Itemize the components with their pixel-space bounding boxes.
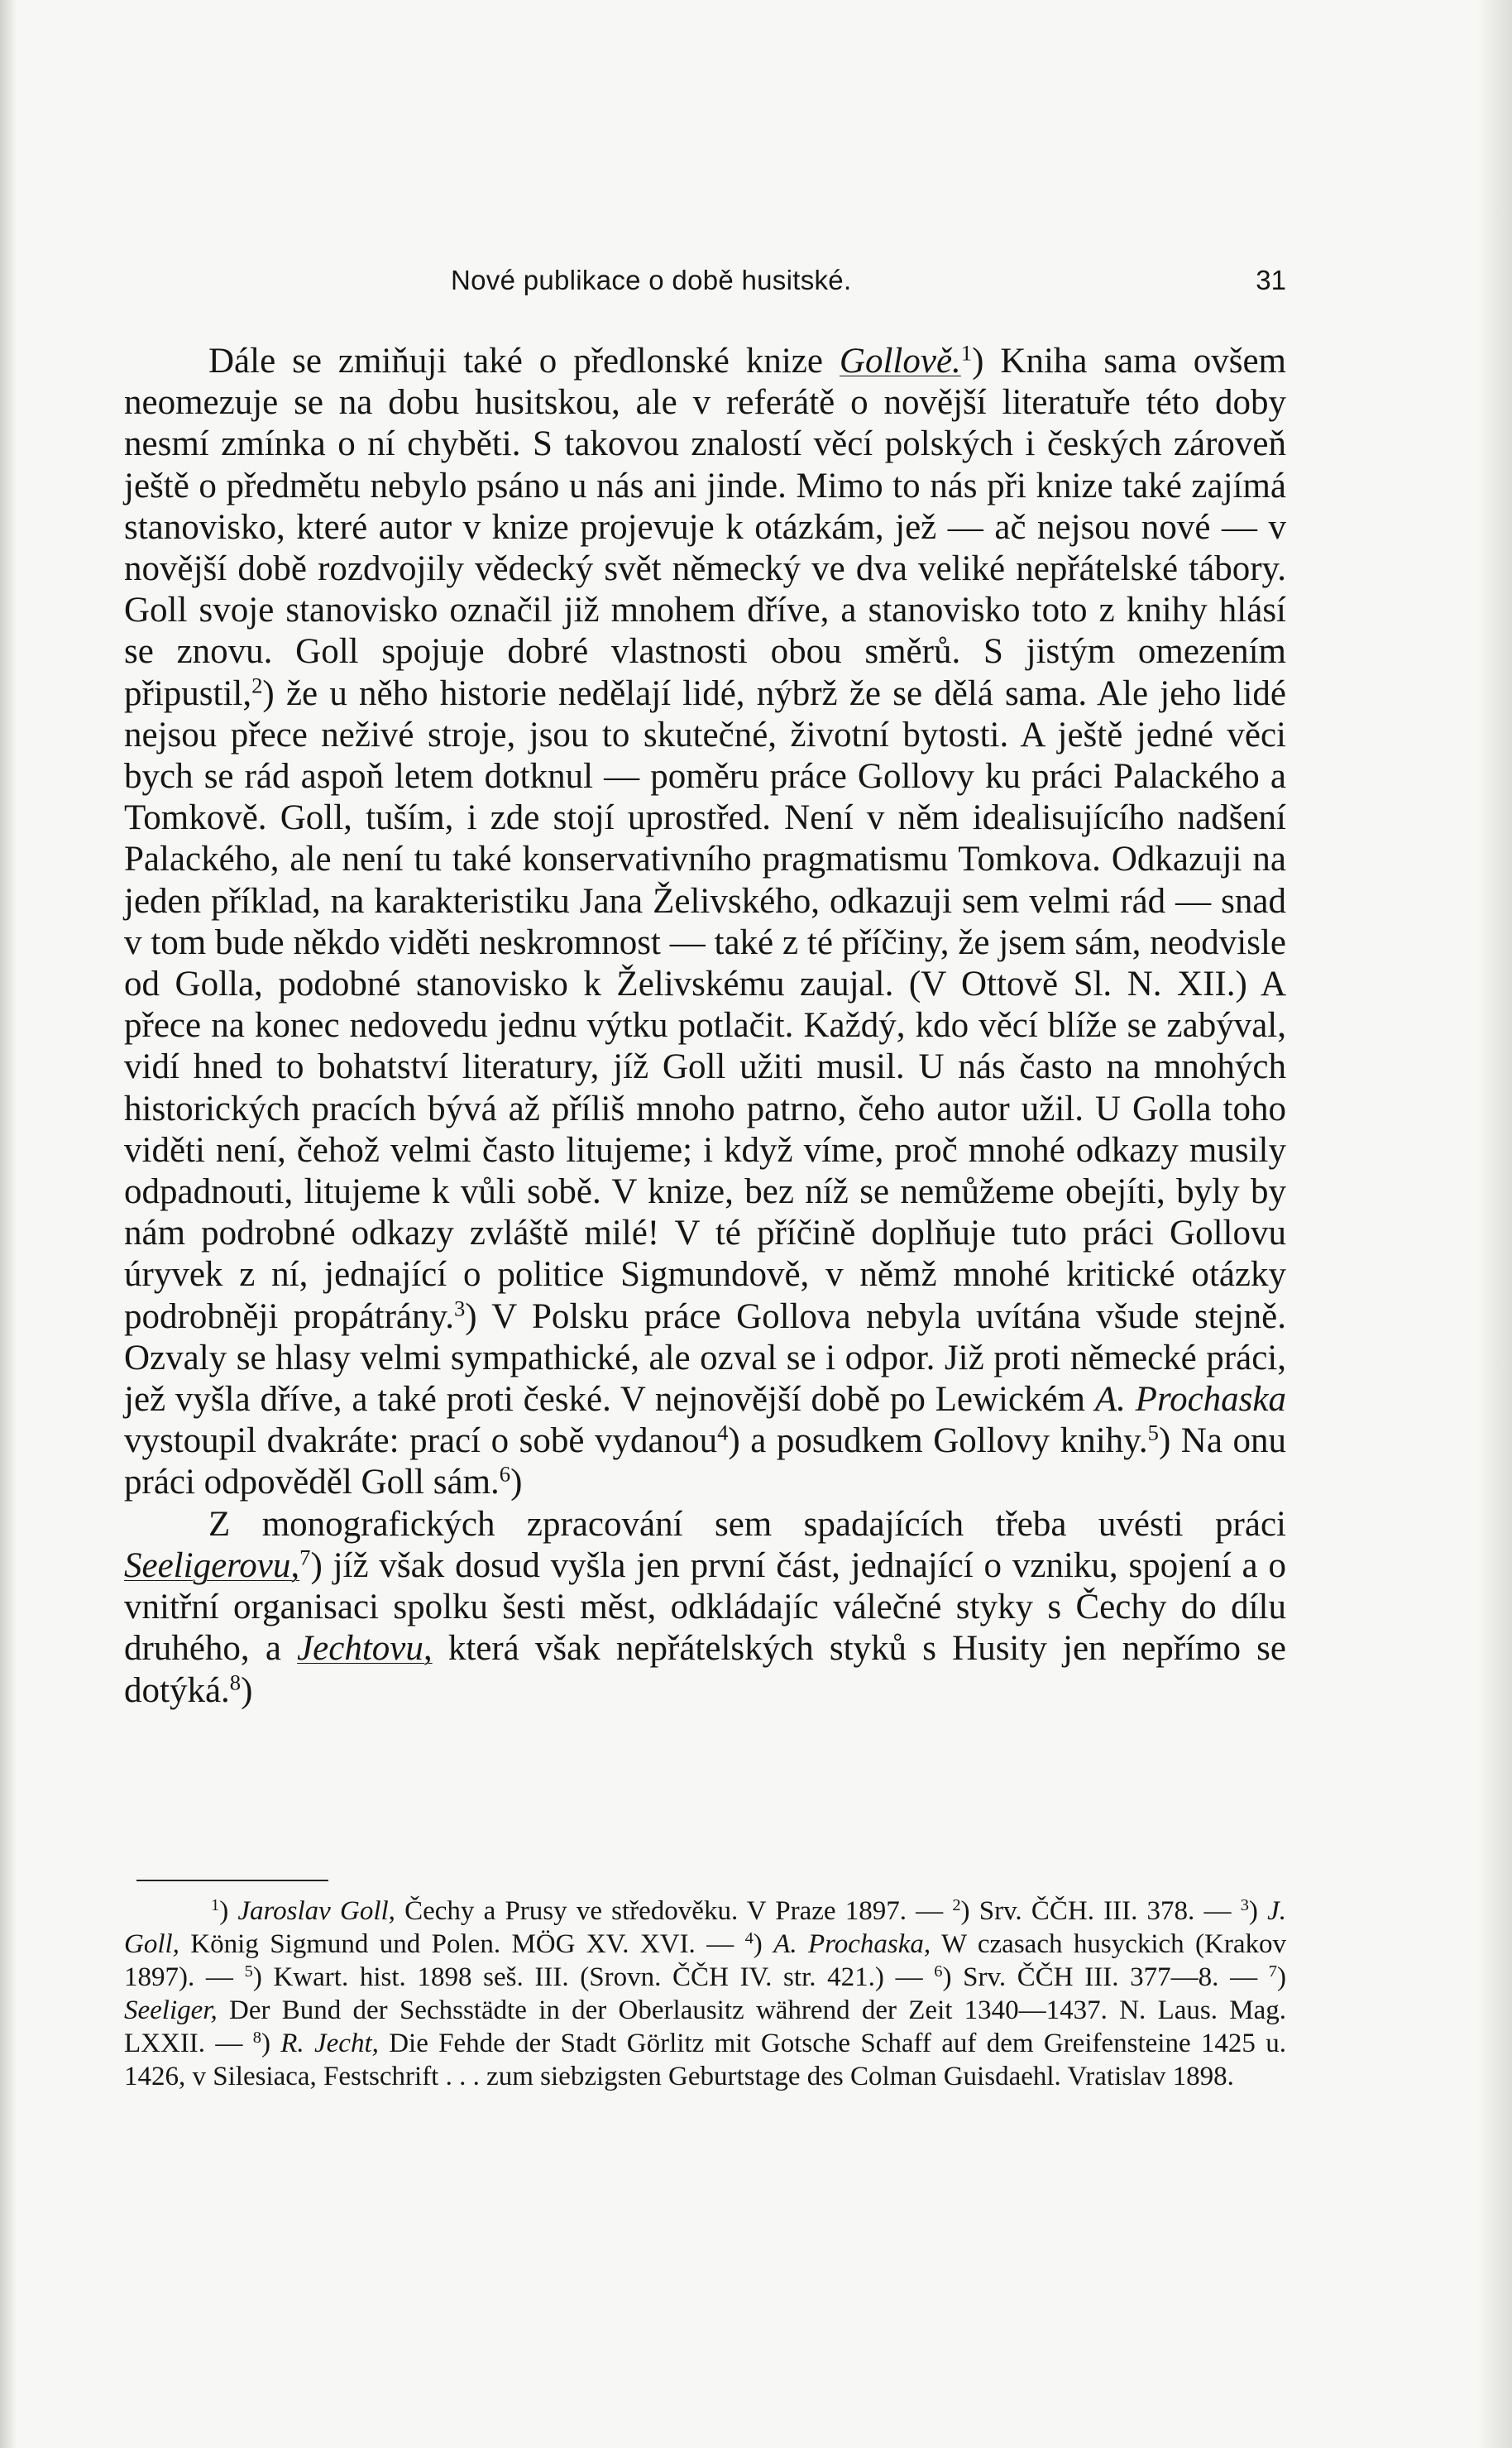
underlined-reference: Gollově. — [839, 342, 961, 381]
footnote-ref: 3 — [453, 1296, 466, 1321]
page-header — [124, 265, 1286, 306]
scan-edge-right — [1477, 0, 1512, 2448]
italic-text: Jaroslav Goll, — [237, 1896, 395, 1926]
paragraph — [124, 1504, 1286, 1712]
text-run: ) — [219, 1896, 238, 1926]
text-run: ) — [753, 1929, 774, 1959]
text-run: ) — [1277, 1962, 1286, 1992]
footnote-ref: 3 — [1240, 1895, 1249, 1914]
footnote-ref: 6 — [934, 1962, 943, 1981]
footnotes — [124, 1895, 1286, 2093]
footnote-separator — [136, 1880, 328, 1881]
text-run: ) — [241, 1670, 253, 1710]
text-run: ) Kniha sama ovšem neomezuje se na dobu husitskou, ale v referátě o novější literatuře této doby nesmí zmínka o ní chyběti. S takovou znalostí věcí polských i českých zároveň ještě o předmětu nebylo psáno u nás ani jinde. Mimo to nás při knize také zajímá stanovisko, které autor v knize projevuje k otázkám, jež — ač nejsou nové — v novější době rozdvojily vědecký svět německý ve dva veliké nepřátelské tábory. Goll svoje stanovisko označil již mnohem dříve, a stanovisko toto z knihy hlásí se znovu. Goll spojuje dobré vlastnosti obou směrů. S jistým omezením připustil, — [124, 342, 1286, 713]
footnote-ref: 4 — [717, 1420, 729, 1445]
underlined-reference: Jechtovu, — [297, 1629, 433, 1669]
text-run: ) — [261, 2029, 281, 2058]
text-run: ) jíž však dosud vyšla jen první část, jednající o vzniku, spojení a o vnitřní organisaci spolku šesti měst, odkládajíc válečné styky s Čechy do dílu druhého, a — [124, 1545, 1286, 1669]
footnote-ref: 4 — [744, 1928, 754, 1947]
footnote-ref: 7 — [299, 1545, 311, 1570]
footnote-block — [124, 1895, 1286, 2093]
italic-text: R. Jecht, — [280, 2029, 379, 2058]
footnote-ref: 6 — [499, 1461, 511, 1487]
text-run: ) a posudkem Gollovy knihy. — [728, 1421, 1148, 1461]
text-run: ) — [510, 1463, 523, 1502]
scan-edge-left — [0, 0, 17, 2448]
body-text — [124, 341, 1286, 1712]
text-run: ) — [1248, 1896, 1268, 1926]
footnote-ref: 5 — [244, 1962, 253, 1981]
text-run: Čechy a Prusy ve středověku. V Praze 1897. — — [395, 1896, 953, 1926]
text-run: vystoupil dvakráte: prací o sobě vydanou — [124, 1421, 718, 1461]
footnote-ref: 7 — [1268, 1962, 1277, 1981]
text-run: ) Srv. ČČH. III. 378. — — [960, 1896, 1241, 1926]
text-run: Der Bund der Sechsstädte in der Oberlausitz während der Zeit 1340—1437. N. Laus. Mag. LXXII. — — [124, 1995, 1286, 2058]
italic-text: A. Prochaska — [1094, 1380, 1286, 1420]
text-run: Dále se zmiňuji také o předlonské knize — [208, 342, 840, 381]
running-title: Nové publikace o době husitské. — [451, 265, 852, 295]
text-run: Z monografických zpracování sem spadajících třeba uvésti práci — [208, 1504, 1286, 1544]
text-run: W czasach husyckich (Krakov 1897). — — [124, 1929, 1286, 1992]
underlined-reference: Seeligerovu, — [124, 1545, 300, 1585]
footnote-ref: 1 — [960, 340, 973, 366]
page-number: 31 — [1256, 265, 1286, 295]
footnote-ref: 2 — [251, 672, 263, 697]
italic-text: Seeliger, — [124, 1995, 218, 2025]
footnote-ref: 8 — [252, 2028, 261, 2047]
italic-text: A. Prochaska, — [773, 1929, 931, 1959]
footnote-ref: 2 — [952, 1895, 961, 1914]
text-run: ) Kwart. hist. 1898 seš. III. (Srovn. ČČH IV. str. 421.) — — [252, 1962, 935, 1992]
text-run: která však nepřátelských styků s Husity jen nepřímo se dotýká. — [124, 1629, 1286, 1710]
text-run: König Sigmund und Polen. MÖG XV. XVI. — — [179, 1929, 745, 1959]
footnote-ref: 1 — [211, 1895, 220, 1914]
text-run: Die Fehde der Stadt Görlitz mit Gotsche Schaff auf dem Greifensteine 1425 u. 1426, v Silesiaca, Festschrift . . . zum siebzigsten Geburtstage des Colman Guisdaehl. Vratislav 1898. — [124, 2029, 1286, 2091]
footnote-ref: 5 — [1147, 1420, 1159, 1445]
text-run: ) V Polsku práce Gollova nebyla uvítána všude stejně. Ozvaly se hlasy velmi sympathické, ale ozval se i odpor. Již proti německé práci, jež vyšla dříve, a také proti české. V nejnovější době po Lewickém — [124, 1296, 1286, 1420]
footnote-ref: 8 — [229, 1669, 242, 1694]
text-run: ) Na onu práci odpověděl Goll sám. — [124, 1421, 1286, 1502]
paragraph — [124, 341, 1286, 1504]
italic-text: J. Goll, — [124, 1896, 1286, 1959]
text-run: ) Srv. ČČH III. 377—8. — — [942, 1962, 1269, 1992]
text-run: ) že u něho historie nedělají lidé, nýbrž že se dělá sama. Ale jeho lidé nejsou přece neživé stroje, jsou to skutečné, životní bytosti. A ještě jedné věci bych se rád aspoň letem dotknul — poměru práce Gollovy ku práci Palackého a Tomkově. Goll, tuším, i zde stojí uprostřed. Není v něm idealisujícího nadšení Palackého, ale není tu také konservativního pragmatismu Tomkova. Odkazuji na jeden příklad, na karakteristiku Jana Želivského, odkazuji sem velmi rád — snad v tom bude někdo viděti neskromnost — také z té příčiny, že jsem sám, neodvisle od Golla, podobné stanovisko k Želivskému zaujal. (V Ottově Sl. N. XII.) A přece na konec nedovedu jednu výtku potlačit. Každý, kdo věcí blíže se zabýval, vidí hned to bohatství literatury, jíž Goll užiti musil. U nás často na mnohých historických pracích bývá až příliš mnoho patrno, čeho autor užil. U Golla toho viděti není, čehož velmi často litujeme; i když víme, proč mnohé odkazy musily odpadnouti, litujeme k vůli sobě. V knize, bez níž se nemůžeme obejíti, byly by nám podrobné odkazy zvláště milé! V té příčině doplňuje tuto práci Gollovu úryvek z ní, jednající o politice Sigmundově, v němž mnohé kritické otázky podrobněji propátrány. — [124, 673, 1286, 1336]
